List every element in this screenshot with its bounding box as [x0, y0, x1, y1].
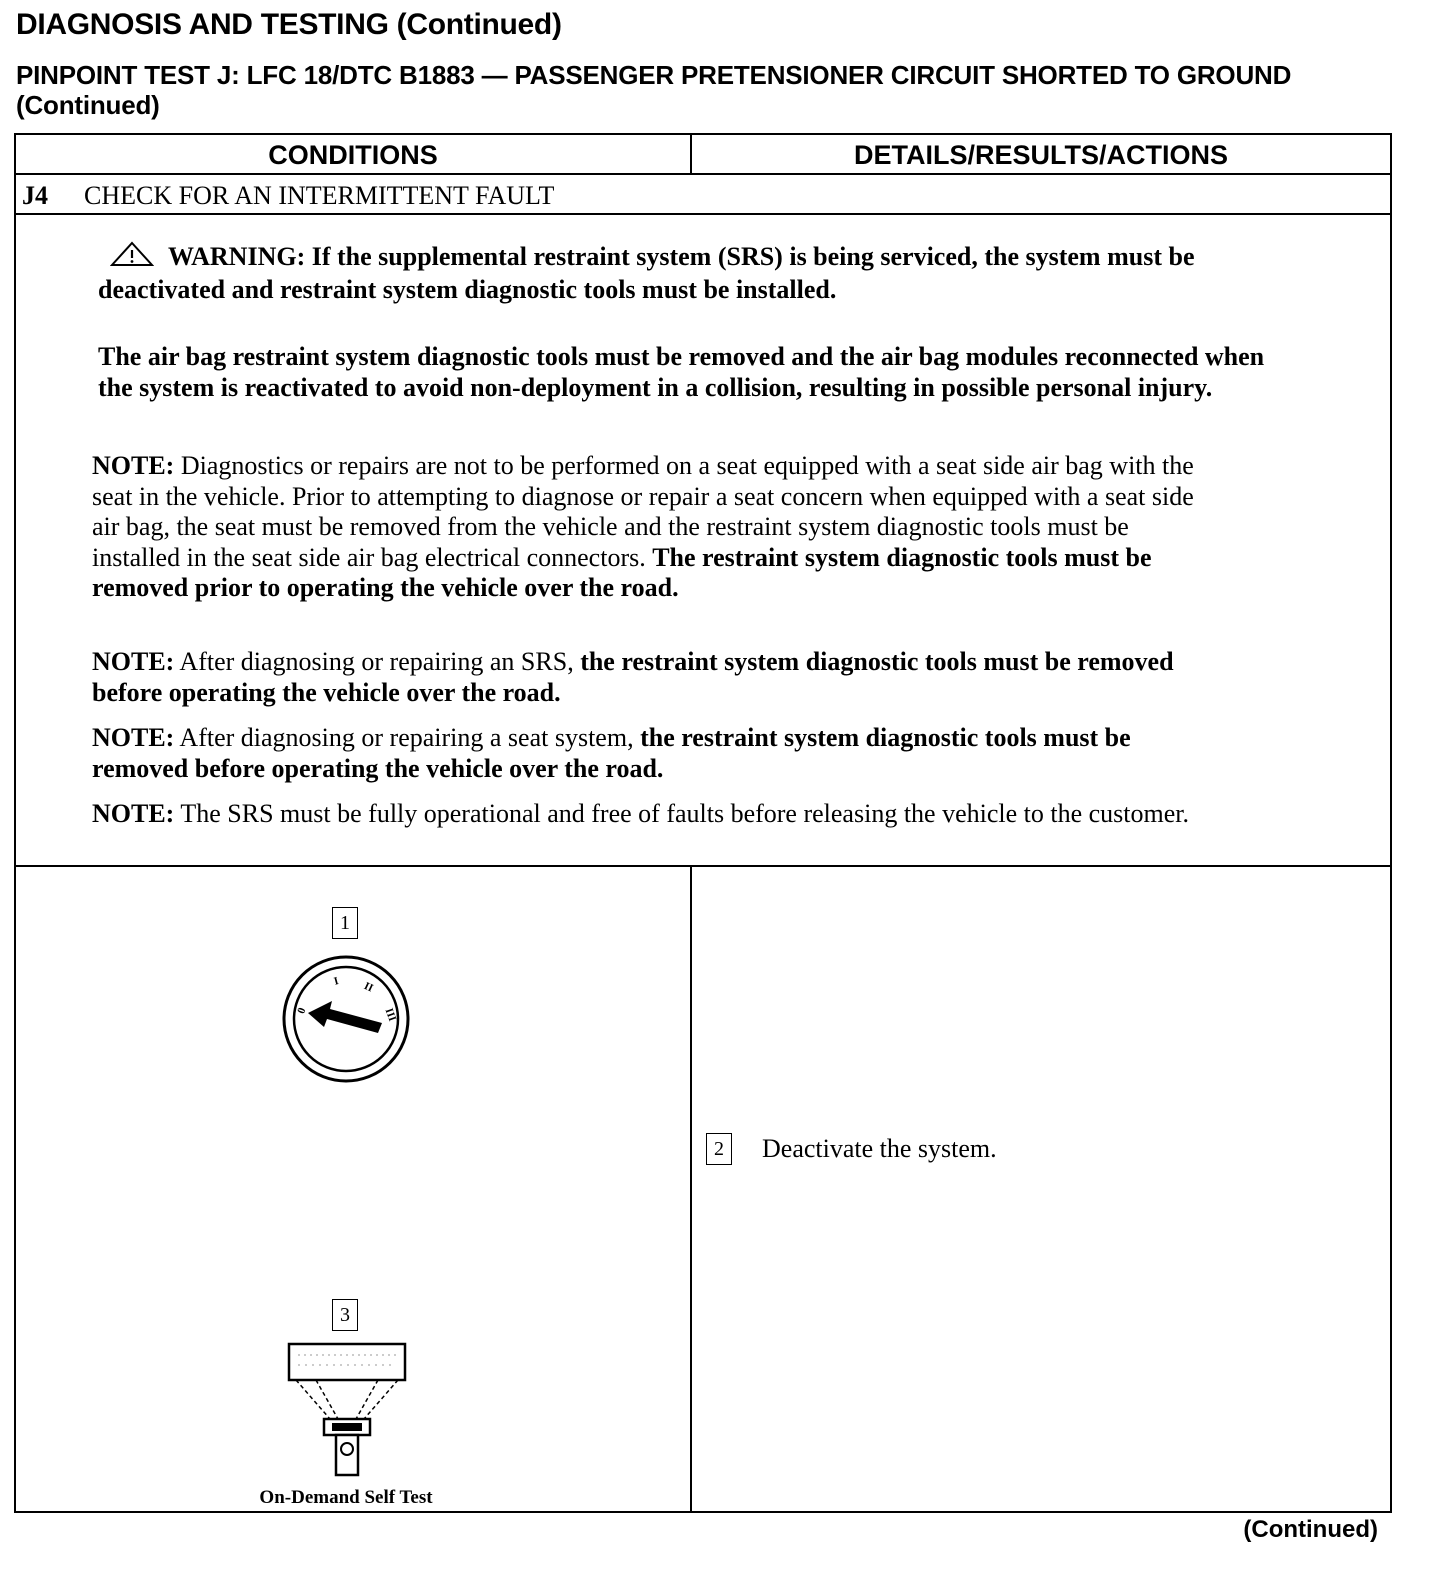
conditions-cell [16, 867, 692, 1511]
switch-mark: 0 [295, 1006, 309, 1016]
step-row [16, 175, 1390, 215]
ignition-switch-icon [278, 951, 414, 1087]
test-title: PINPOINT TEST J: LFC 18/DTC B1883 — PASSENGER PRETENSIONER CIRCUIT SHORTED TO GROUND (Continued) [16, 60, 1292, 120]
procedure-row [16, 867, 1390, 1511]
note-label: NOTE: [92, 799, 175, 828]
details-cell [692, 867, 1390, 1511]
self-test-caption: On-Demand Self Test [259, 1487, 433, 1508]
note-text: The SRS must be fully operational and free of faults before releasing the vehicle to the customer. [180, 799, 1190, 828]
note-paragraph [92, 451, 1202, 604]
step-title: CHECK FOR AN INTERMITTENT FAULT [84, 181, 555, 210]
note-paragraph [92, 647, 1202, 708]
switch-mark: II [362, 980, 375, 995]
switch-mark: I [332, 975, 340, 988]
note-text: After diagnosing or repairing an SRS, [179, 647, 574, 676]
step-number-box: 3 [332, 1299, 358, 1331]
step-id: J4 [22, 181, 48, 210]
note-label: NOTE: [92, 647, 175, 676]
note-emphasis: The restraint system diagnostic tools must be removed prior to operating the vehicle over the road. [92, 542, 1152, 602]
note-text: Diagnostics or repairs are not to be performed on a seat equipped with a seat side air bag with the seat in the vehicle. Prior to attempting to diagnose or repair a seat concern when equipped with a seat side air bag, the seat must be removed from the vehicle and the restraint system diagnostic tools must be installed in the seat side air bag electrical connectors. [92, 451, 1194, 572]
note-emphasis: the restraint system diagnostic tools must be removed before operating the vehicle over the road. [92, 647, 1174, 707]
warning-notes-block [16, 215, 1390, 867]
note-paragraph [92, 723, 1202, 784]
self-test-tool-icon [286, 1341, 410, 1481]
warning-label: WARNING: [168, 242, 306, 271]
continued-footer: (Continued) [1243, 1516, 1378, 1543]
page-title: DIAGNOSIS AND TESTING (Continued) [16, 8, 562, 41]
action-text: Deactivate the system. [762, 1134, 997, 1163]
note-emphasis: the restraint system diagnostic tools must be removed before operating the vehicle over the road. [92, 723, 1131, 783]
note-label: NOTE: [92, 723, 175, 752]
details-column-header: DETAILS/RESULTS/ACTIONS [853, 140, 1228, 170]
table-header-row [16, 135, 1390, 175]
pinpoint-test-table [14, 133, 1392, 1513]
switch-mark: III [382, 1006, 399, 1023]
warning-triangle-icon [110, 241, 154, 274]
warning-paragraph [98, 241, 1298, 305]
note-text: After diagnosing or repairing a seat system, [179, 723, 634, 752]
note-label: NOTE: [92, 451, 175, 480]
note-paragraph [92, 799, 1202, 830]
step-number-box: 2 [706, 1133, 732, 1165]
warning-paragraph-2: The air bag restraint system diagnostic tools must be removed and the air bag modules reconnected when the system is reactivated to avoid non-deployment in a collision, resulting in possible personal injury. [98, 342, 1265, 402]
warning-text: If the supplemental restraint system (SRS) is being serviced, the system must be deactivated and restraint system diagnostic tools must be installed. [98, 242, 1195, 304]
step-number-box: 1 [332, 907, 358, 939]
conditions-column-header: CONDITIONS [16, 135, 692, 173]
